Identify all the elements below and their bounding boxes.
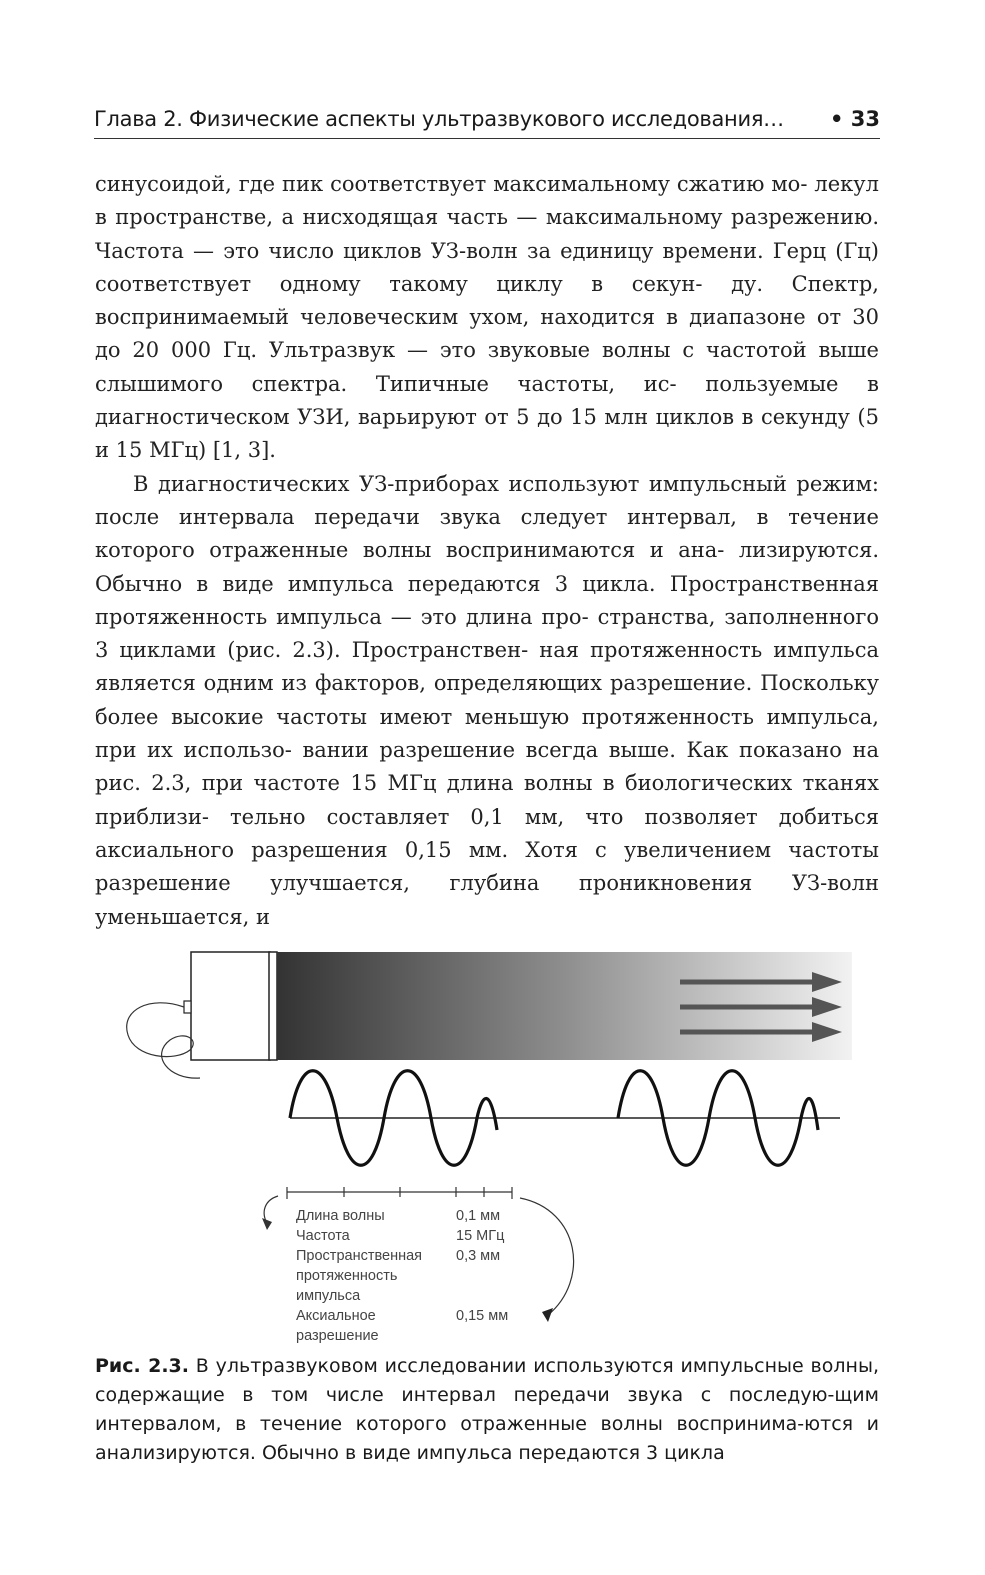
paragraph-2: В диагностических УЗ-приборах используют импульсный режим: после интервала передачи звука следует интервал, в течение которого отраженные волны воспринимаются и ана- лизируются. Обычно в виде импульса передаются 3 цикла. Пространственная протяженность импульса — это длина про- странства, заполненного 3 циклами (рис. 2.3). Пространствен- ная протяженность импульса является одним из факторов, определяющих разрешение. Поскольку более высокие частоты имеют меньшую протяженность импульса, при их использо- вании разрешение всегда выше. Как показано на рис. 2.3, при частоте 15 МГц длина волны в биологических тканях приблизи- тельно составляет 0,1 мм, что позволяет добиться аксиального разрешения 0,15 мм. Хотя с увеличением частоты разрешение улучшается, глубина проникновения УЗ-волн уменьшается, и	[95, 471, 879, 929]
header-rule	[94, 138, 880, 139]
param-row	[296, 1226, 556, 1246]
transducer-face	[269, 952, 277, 1060]
param-label: Аксиальное разрешение	[296, 1308, 379, 1344]
param-row	[296, 1206, 556, 1226]
figure-caption	[95, 1352, 879, 1468]
transducer-cable	[127, 1003, 200, 1078]
paragraph-1: синусоидой, где пик соответствует максимальному сжатию мо- лекул в пространстве, а нисходящая часть — максимальному разрежению. Частота — это число циклов УЗ-волн за единицу времени. Герц (Гц) соответствует одному такому циклу в секун- ду. Спектр, воспринимаемый человеческим ухом, находится в диапазоне от 30 до 20 000 Гц. Ультразвук — это звуковые волны с частотой выше слышимого спектра. Типичные частоты, ис- пользуемые в диагностическом УЗИ, варьируют от 5 до 15 млн циклов в секунду (5 и 15 МГц) [1, 3].	[95, 172, 879, 463]
transducer-body	[191, 952, 270, 1060]
page-number: • 33	[830, 107, 880, 131]
param-row	[296, 1306, 556, 1346]
caption-label: Рис. 2.3.	[95, 1355, 189, 1377]
left-arrow-head	[262, 1218, 272, 1230]
param-value: 0,3 мм	[456, 1248, 501, 1264]
caption-text: В ультразвуковом исследовании используются импульсные волны, содержащие в том числе интервал передачи звука с последую-щим интервалом, в течение которого отраженные волны воспринима-ются и анализируются. Обычно в виде импульса передаются 3 цикла	[95, 1355, 879, 1464]
figure-parameters	[296, 1206, 556, 1346]
param-label: Частота	[296, 1228, 350, 1244]
param-value: 0,1 мм	[456, 1208, 501, 1224]
param-row	[296, 1246, 556, 1306]
body-text	[95, 168, 879, 934]
cable-connector	[184, 1001, 191, 1013]
param-value: 0,15 мм	[456, 1308, 509, 1324]
param-value: 15 МГц	[456, 1228, 505, 1244]
chapter-title: Глава 2. Физические аспекты ультразвукового исследования…	[94, 107, 784, 131]
param-label: Пространственная протяженность импульса	[296, 1248, 423, 1304]
propagation-arrows	[680, 972, 842, 1042]
param-label: Длина волны	[296, 1208, 385, 1224]
running-header	[94, 103, 880, 137]
bullet-separator: •	[830, 107, 844, 131]
